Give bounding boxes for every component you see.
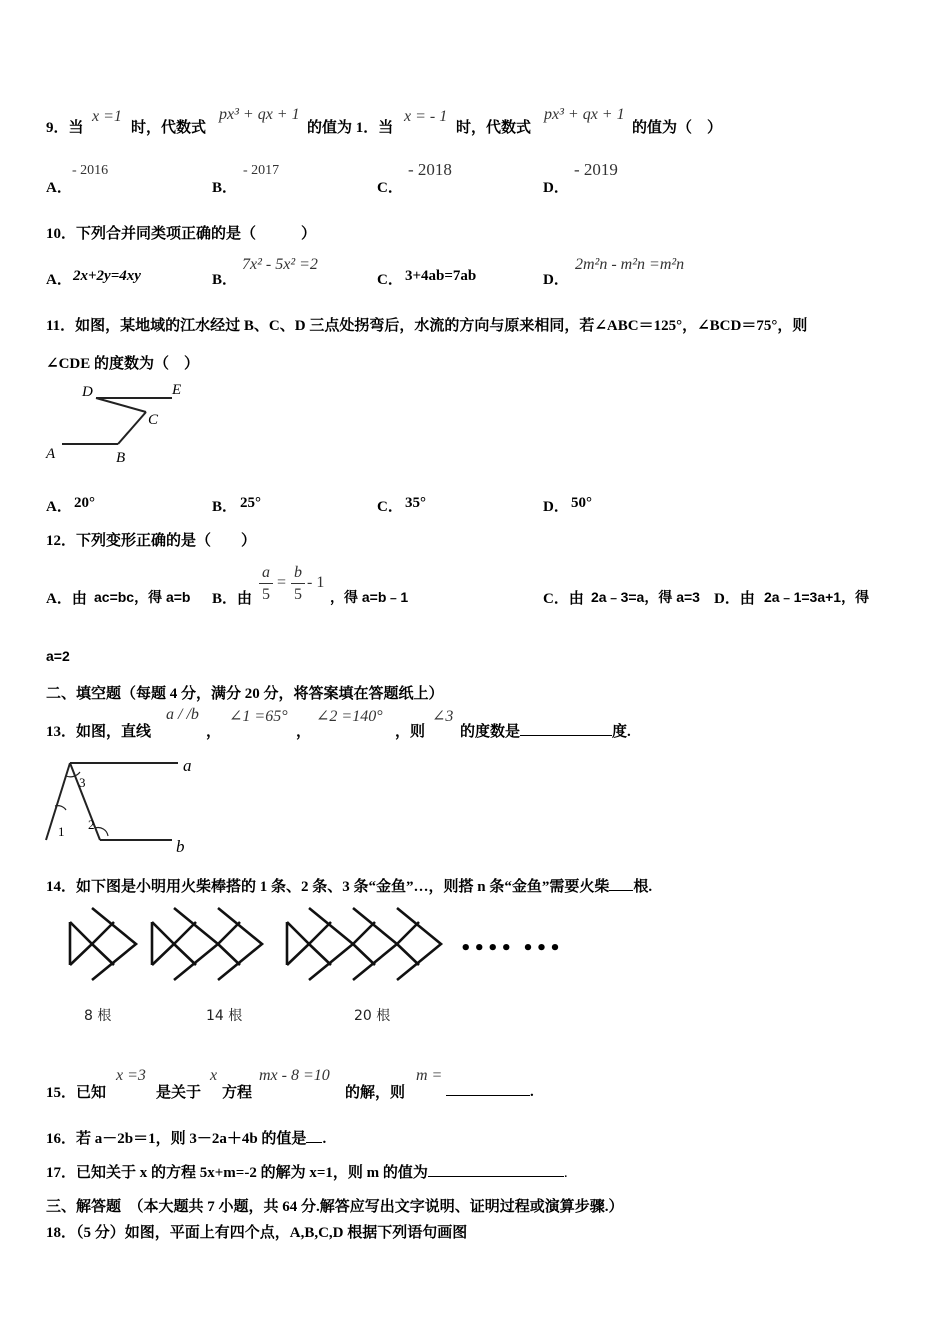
q14-fish-3 (287, 908, 441, 980)
q9-number: 9． (46, 120, 69, 136)
q14-caption-2: 14 根 (206, 1008, 243, 1024)
q12-option-a-label[interactable]: A．由 (46, 591, 87, 607)
q10-option-d-label[interactable]: D． (543, 272, 569, 288)
q16-end: . (322, 1131, 327, 1147)
q13-math-4: ∠3 (432, 708, 454, 725)
q12-option-b-result: ，得 a=b﹣1 (330, 589, 409, 605)
q13-tail: 的度数是 (460, 724, 521, 740)
q12-frac-tail: - 1 (307, 574, 325, 591)
q15-text-1: 15．已知 (46, 1085, 107, 1101)
q18-stem: 18．（5 分）如图，平面上有四个点，A,B,C,D 根据下列语句画图 (46, 1225, 468, 1241)
q13-label-3: 3 (79, 775, 86, 790)
q14-fish-1 (70, 908, 136, 980)
q16-stem (46, 1127, 326, 1148)
q13-label-b: b (176, 837, 185, 856)
q13-math-2: ∠1 =65° (229, 708, 288, 725)
q14-ellipsis: •••• ••• (460, 938, 563, 959)
q14-caption-1: 8 根 (84, 1008, 112, 1024)
q13-math-1: a / /b (166, 706, 199, 723)
q9-math-1: x =1 (92, 108, 122, 125)
q9-option-d-label[interactable]: D． (543, 180, 569, 196)
q9-text-2: 时，代数式 (131, 120, 207, 136)
q13-text-1: 13．如图，直线 (46, 724, 152, 740)
q11-option-b-label[interactable]: B． (212, 499, 238, 515)
q9-option-b-value: - 2017 (243, 163, 280, 178)
q11-option-b-value: 25° (240, 495, 261, 511)
q14-caption-3: 20 根 (354, 1008, 391, 1024)
q13-text-then: ，则 (395, 724, 426, 740)
q15-end: . (530, 1084, 534, 1100)
q15-answer (446, 1081, 534, 1101)
q15-math-4: m = (416, 1067, 443, 1084)
q17-answer-blank[interactable] (428, 1162, 564, 1177)
q17-stem (46, 1161, 568, 1182)
q15-text-3: 方程 (222, 1085, 253, 1101)
q15-math-3: mx - 8 =10 (259, 1067, 330, 1084)
q9-option-a-value: - 2016 (72, 163, 109, 178)
q15-math-1: x =3 (116, 1067, 146, 1084)
q9-math-2: px³ + qx + 1 (219, 106, 300, 123)
q17-text: 17．已知关于 x 的方程 5x+m=-2 的解为 x=1，则 m 的值为 (46, 1165, 428, 1181)
q13-math-3: ∠2 =140° (316, 708, 383, 725)
q11-option-d-label[interactable]: D． (543, 499, 569, 515)
q11-option-c-label[interactable]: C． (377, 499, 403, 515)
q10-option-a-label[interactable]: A． (46, 272, 72, 288)
q13-label-1: 1 (58, 824, 65, 839)
q11-label-b: B (116, 450, 126, 466)
q9-text-5: 的值为（ ） (632, 120, 723, 136)
q12-option-d-value: 2a﹣1=3a+1，得 (764, 589, 870, 605)
q11-option-a-label[interactable]: A． (46, 499, 72, 515)
q12-option-c-value: 2a﹣3=a，得 a=3 (591, 589, 700, 605)
section-2-heading: 二、填空题（每题 4 分，满分 20 分，将答案填在答题纸上） (46, 686, 444, 702)
q12-frac2-den: 5 (294, 586, 302, 603)
q10-option-a-value: 2x+2y=4xy (73, 268, 141, 284)
q11-option-a-value: 20° (74, 495, 95, 511)
q15-math-2: x (210, 1067, 218, 1084)
q9-math-4: px³ + qx + 1 (544, 106, 625, 123)
q10-option-d-value: 2m²n - m²n =m²n (575, 256, 685, 273)
q15-text-2: 是关于 (156, 1085, 202, 1101)
q13-sep-2: ， (296, 724, 312, 740)
q13-label-2: 2 (88, 817, 95, 832)
q10-option-c-label[interactable]: C． (377, 272, 403, 288)
q12-option-d-cont: a=2 (46, 648, 70, 664)
q16-text: 16．若 a－2b＝1，则 3－2a＋4b 的值是 (46, 1131, 307, 1147)
q14-end: 根. (633, 879, 653, 895)
section-3-heading: 三、解答题 （本大题共 7 小题，共 64 分.解答应写出文字说明、证明过程或演算步骤.） (46, 1199, 624, 1215)
q16-answer-blank[interactable] (306, 1128, 322, 1143)
q11-label-a: A (46, 446, 56, 462)
q17-end: . (563, 1165, 568, 1181)
q11-stem-line1: 11．如图，某地域的江水经过 B、C、D 三点处拐弯后，水流的方向与原来相同，若∠ABC＝125°，∠BCD＝75°，则 (46, 318, 808, 334)
q15-text-4: 的解，则 (345, 1085, 406, 1101)
q11-stem-line2: ∠CDE 的度数为（ ） (46, 356, 199, 372)
q12-option-d-label[interactable]: D．由 (714, 591, 755, 607)
q11-option-c-value: 35° (405, 495, 426, 511)
q13-sep-1: ， (206, 724, 222, 740)
q9-option-c-value: - 2018 (408, 160, 452, 179)
q9-option-a-label[interactable]: A． (46, 180, 72, 196)
q10-option-b-value: 7x² - 5x² =2 (242, 256, 318, 273)
q14-fish-2 (152, 908, 262, 980)
q11-label-c: C (148, 412, 159, 428)
q15-answer-blank[interactable] (446, 1081, 530, 1096)
q11-label-e: E (172, 382, 182, 398)
q12-option-b-label[interactable]: B．由 (212, 591, 253, 607)
q12-frac1-num: a (262, 564, 270, 581)
q11-label-d: D (82, 384, 93, 400)
q9-option-c-label[interactable]: C． (377, 180, 403, 196)
q13-label-a: a (183, 756, 192, 775)
q12-option-a-value: ac=bc，得 a=b (94, 589, 191, 605)
q12-option-c-label[interactable]: C．由 (543, 591, 584, 607)
q11-option-d-value: 50° (571, 495, 592, 511)
q12-frac1-den: 5 (262, 586, 270, 603)
q9-math-3: x = - 1 (404, 108, 448, 125)
q9-text-3: 的值为 1．当 (307, 120, 394, 136)
q10-stem: 10．下列合并同类项正确的是（ ） (46, 226, 317, 242)
q10-option-c-value: 3+4ab=7ab (405, 268, 477, 284)
q12-frac2-num: b (294, 564, 302, 581)
q12-frac-eq: = (277, 574, 287, 591)
q14-stem-text: 14．如下图是小明用火柴棒搭的 1 条、2 条、3 条“金鱼”…，则搭 n 条“金鱼”需要火柴 (46, 879, 610, 895)
q9-text-4: 时，代数式 (456, 120, 532, 136)
q12-stem: 12．下列变形正确的是（ ） (46, 533, 257, 549)
q10-option-b-label[interactable]: B． (212, 272, 238, 288)
q9-option-d-value: - 2019 (574, 160, 618, 179)
q9-text-1: 当 (68, 120, 84, 136)
q13-end: 度. (612, 724, 631, 740)
q9-option-b-label[interactable]: B． (212, 180, 238, 196)
